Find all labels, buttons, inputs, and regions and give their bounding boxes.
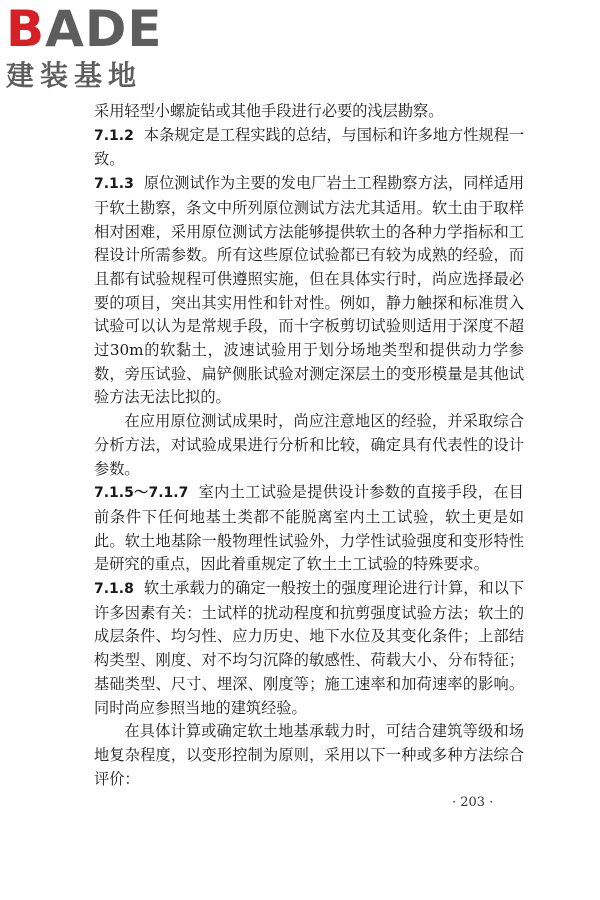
bade-logo xyxy=(6,0,186,96)
logo-accent-letter: B xyxy=(6,0,46,58)
clause-7-1-2 xyxy=(94,124,524,172)
paragraph-text: 软土承载力的确定一般按土的强度理论进行计算，和以下许多因素有关：土试样的扰动程度和抗剪强度试验方法；软土的成层条件、均匀性、应力历史、地下水位及其变化条件；上部结构类型、刚度、对不均匀沉降的敏感性、荷载大小、分布特征；基础类型、尺寸、埋深、刚度等；施工速率和加荷速率的影响。同时尚应参照当地的建筑经验。 xyxy=(94,579,524,717)
paragraph-text: 在应用原位测试成果时，尚应注意地区的经验，并采取综合分析方法，对试验成果进行分析和比较，确定具有代表性的设计参数。 xyxy=(94,412,524,478)
logo-wordmark xyxy=(6,0,186,58)
clause-7-1-3 xyxy=(94,172,524,410)
paragraph-text: 室内土工试验是提供设计参数的直接手段，在目前条件下任何地基土类都不能脱离室内土工试验，软土更是如此。软土地基除一般物理性试验外，力学性试验强度和变形特性是研究的重点，因此着重规定了软土土工试验的特殊要求。 xyxy=(94,483,524,574)
clause-7-1-8 xyxy=(94,577,524,720)
clause-number: 7.1.5～7.1.7 xyxy=(94,485,189,502)
paragraph-text: 本条规定是工程实践的总结，与国标和许多地方性规程一致。 xyxy=(94,125,524,169)
paragraph-text: 原位测试作为主要的发电厂岩土工程勘察方法，同样适用于软土勘察，条文中所列原位测试方法尤其适用。软土由于取样相对困难，采用原位测试方法能够提供软土的各种力学指标和工程设计所需参数。所有这些原位试验都已有较为成熟的经验，而且都有试验规程可供遵照实施，但在具体实行时，尚应选择最必要的项目，突出其实用性和针对性。例如，静力触探和标准贯入试验可以认为是常规手段，而十字板剪切试验则适用于深度不超过30m的软黏土，波速试验用于划分场地类型和提供动力学参数，旁压试验、扁铲侧胀试验对测定深层土的变形模量是其他试验方法无法比拟的。 xyxy=(94,174,524,407)
paragraph-indented xyxy=(94,410,524,481)
paragraph-indented xyxy=(94,720,524,791)
logo-subtitle: 建装基地 xyxy=(6,59,143,92)
logo-letters: ADE xyxy=(45,0,163,58)
paragraph-text: 采用轻型小螺旋钻或其他手段进行必要的浅层勘察。 xyxy=(94,102,444,120)
clause-7-1-5-to-7-1-7 xyxy=(94,481,524,577)
document-body xyxy=(94,100,524,791)
paragraph-text: 在具体计算或确定软土地基承载力时，可结合建筑等级和场地复杂程度，以变形控制为原则，采用以下一种或多种方法综合评价： xyxy=(94,722,524,788)
clause-number: 7.1.8 xyxy=(94,581,134,598)
clause-number: 7.1.2 xyxy=(94,127,134,144)
paragraph-continuation xyxy=(94,100,524,124)
clause-number: 7.1.3 xyxy=(94,176,134,193)
page-number: · 203 · xyxy=(452,795,494,810)
